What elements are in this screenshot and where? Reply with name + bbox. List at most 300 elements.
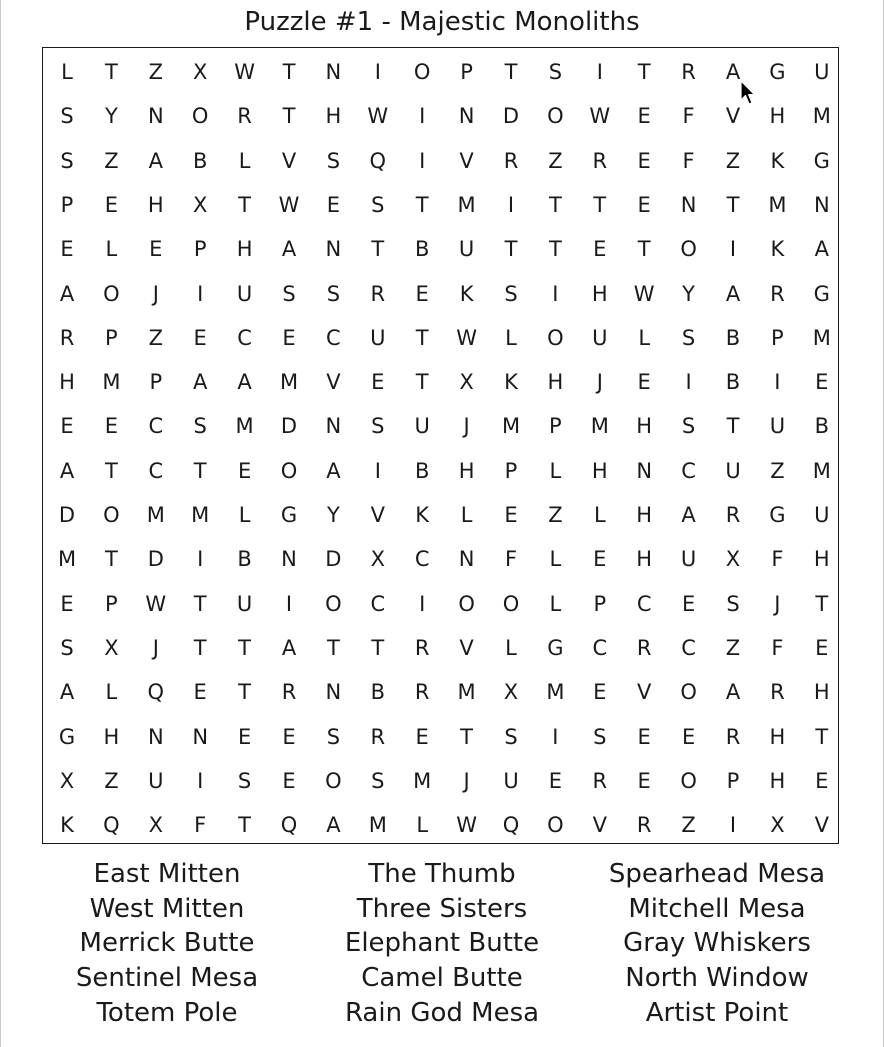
grid-cell[interactable]: G — [547, 635, 564, 660]
grid-cell[interactable]: W — [456, 813, 477, 838]
grid-cell[interactable]: U — [814, 60, 830, 84]
grid-cell[interactable]: U — [769, 414, 786, 439]
grid-cell[interactable]: R — [503, 148, 519, 173]
grid-cell[interactable]: O — [680, 680, 697, 705]
grid-cell[interactable]: R — [414, 680, 430, 705]
grid-cell[interactable]: S — [60, 148, 74, 173]
grid-cell[interactable]: M — [146, 503, 165, 527]
grid-cell[interactable]: K — [770, 237, 785, 262]
grid-cell[interactable]: H — [636, 414, 653, 439]
grid-cell[interactable]: J — [774, 591, 781, 616]
grid-cell[interactable]: N — [325, 237, 342, 262]
grid-cell[interactable]: T — [548, 192, 562, 217]
grid-cell[interactable]: X — [725, 547, 741, 572]
grid-cell[interactable]: U — [592, 325, 608, 350]
grid-cell[interactable]: G — [280, 503, 298, 527]
grid-cell[interactable]: O — [325, 768, 342, 793]
grid-cell[interactable]: T — [815, 591, 829, 616]
grid-cell[interactable]: T — [193, 635, 207, 660]
grid-cell[interactable]: W — [367, 104, 389, 129]
grid-cell[interactable]: E — [149, 237, 163, 262]
grid-cell[interactable]: P — [193, 237, 207, 262]
grid-cell[interactable]: X — [459, 370, 474, 395]
grid-cell[interactable]: E — [371, 370, 385, 395]
grid-cell[interactable]: N — [813, 192, 830, 217]
grid-cell[interactable]: A — [725, 60, 741, 84]
grid-cell[interactable]: B — [725, 370, 741, 395]
grid-cell[interactable]: C — [237, 325, 252, 350]
grid-cell[interactable]: U — [725, 458, 741, 483]
grid-cell[interactable]: E — [593, 547, 607, 572]
grid-cell[interactable]: Z — [104, 148, 119, 173]
grid-cell[interactable]: A — [193, 370, 208, 395]
grid-cell[interactable]: M — [501, 414, 521, 439]
grid-cell[interactable]: E — [637, 192, 651, 217]
grid-cell[interactable]: M — [235, 414, 254, 439]
grid-cell[interactable]: F — [771, 635, 784, 660]
grid-cell[interactable]: S — [193, 414, 207, 439]
grid-cell[interactable]: I — [596, 60, 603, 84]
grid-cell[interactable]: P — [149, 370, 163, 395]
grid-cell[interactable]: G — [769, 60, 786, 84]
grid-cell[interactable]: Z — [148, 60, 163, 84]
grid-cell[interactable]: E — [637, 370, 651, 395]
grid-cell[interactable]: N — [636, 458, 653, 483]
grid-cell[interactable]: P — [504, 458, 518, 483]
grid-cell[interactable]: R — [59, 325, 75, 350]
grid-cell[interactable]: S — [282, 281, 296, 306]
grid-cell[interactable]: T — [282, 104, 296, 129]
grid-cell[interactable]: J — [152, 281, 159, 306]
grid-cell[interactable]: Q — [502, 813, 520, 838]
grid-cell[interactable]: X — [104, 635, 119, 660]
grid-cell[interactable]: J — [463, 768, 470, 793]
grid-cell[interactable]: U — [503, 768, 519, 793]
grid-cell[interactable]: G — [769, 503, 786, 527]
grid-cell[interactable]: B — [237, 547, 252, 572]
grid-cell[interactable]: D — [502, 104, 520, 129]
grid-cell[interactable]: Z — [681, 813, 696, 838]
grid-cell[interactable]: S — [371, 768, 385, 793]
grid-cell[interactable]: I — [552, 724, 559, 749]
grid-cell[interactable]: T — [726, 414, 740, 439]
grid-cell[interactable]: E — [815, 370, 829, 395]
grid-cell[interactable]: E — [504, 503, 518, 527]
grid-cell[interactable]: P — [593, 591, 607, 616]
grid-cell[interactable]: B — [814, 414, 829, 439]
grid-cell[interactable]: U — [236, 281, 253, 306]
grid-cell[interactable]: F — [771, 547, 784, 572]
grid-cell[interactable]: B — [192, 148, 208, 173]
grid-cell[interactable]: C — [414, 547, 430, 572]
grid-cell[interactable]: A — [59, 680, 75, 705]
grid-cell[interactable]: S — [726, 591, 740, 616]
grid-cell[interactable]: W — [456, 325, 477, 350]
grid-cell[interactable]: S — [681, 414, 696, 439]
grid-cell[interactable]: I — [774, 370, 781, 395]
grid-cell[interactable]: R — [681, 60, 696, 84]
grid-cell[interactable]: A — [59, 458, 75, 483]
grid-cell[interactable]: H — [236, 237, 253, 262]
grid-cell[interactable]: C — [681, 635, 696, 660]
grid-cell[interactable]: R — [370, 724, 386, 749]
grid-cell[interactable]: E — [637, 724, 651, 749]
grid-cell[interactable]: K — [770, 148, 785, 173]
grid-cell[interactable]: I — [507, 192, 515, 217]
grid-cell[interactable]: H — [547, 370, 564, 395]
grid-cell[interactable]: X — [370, 547, 385, 572]
grid-cell[interactable]: S — [548, 60, 563, 84]
grid-cell[interactable]: E — [415, 281, 429, 306]
grid-cell[interactable]: M — [413, 768, 432, 793]
grid-cell[interactable]: W — [234, 60, 255, 84]
grid-cell[interactable]: M — [812, 104, 831, 129]
grid-cell[interactable]: T — [815, 724, 829, 749]
grid-cell[interactable]: O — [547, 813, 564, 838]
grid-cell[interactable]: S — [371, 192, 385, 217]
grid-cell[interactable]: H — [813, 547, 830, 572]
grid-cell[interactable]: C — [636, 591, 652, 616]
grid-cell[interactable]: H — [591, 458, 608, 483]
grid-cell[interactable]: I — [729, 813, 737, 838]
grid-cell[interactable]: I — [685, 370, 692, 395]
grid-cell[interactable]: U — [680, 547, 697, 572]
grid-cell[interactable]: A — [237, 370, 252, 395]
grid-cell[interactable]: E — [237, 724, 252, 749]
grid-cell[interactable]: H — [636, 547, 653, 572]
grid-cell[interactable]: N — [147, 724, 164, 749]
grid-cell[interactable]: L — [416, 813, 429, 838]
grid-cell[interactable]: E — [193, 680, 207, 705]
grid-cell[interactable]: Q — [147, 680, 165, 705]
grid-cell[interactable]: J — [152, 635, 159, 660]
grid-cell[interactable]: D — [325, 547, 342, 572]
grid-cell[interactable]: L — [460, 503, 473, 527]
grid-cell[interactable]: T — [371, 635, 385, 660]
grid-cell[interactable]: T — [415, 192, 429, 217]
grid-cell[interactable]: T — [104, 547, 118, 572]
grid-cell[interactable]: H — [769, 104, 786, 129]
grid-cell[interactable]: P — [60, 192, 74, 217]
grid-cell[interactable]: D — [147, 547, 164, 572]
grid-cell[interactable]: U — [236, 591, 253, 616]
grid-cell[interactable]: M — [546, 680, 565, 705]
grid-cell[interactable]: A — [148, 148, 163, 173]
grid-cell[interactable]: S — [593, 724, 607, 749]
grid-cell[interactable]: Z — [148, 325, 163, 350]
grid-cell[interactable]: H — [636, 503, 653, 527]
grid-cell[interactable]: I — [419, 148, 426, 173]
grid-cell[interactable]: F — [504, 547, 518, 572]
grid-cell[interactable]: L — [549, 458, 562, 483]
grid-cell[interactable]: N — [147, 104, 164, 129]
grid-cell[interactable]: N — [680, 192, 697, 217]
grid-cell[interactable]: S — [326, 148, 341, 173]
grid-cell[interactable]: H — [325, 104, 342, 129]
grid-cell[interactable]: T — [193, 591, 207, 616]
grid-cell[interactable]: N — [325, 414, 342, 439]
grid-cell[interactable]: T — [238, 635, 251, 660]
grid-cell[interactable]: U — [414, 414, 430, 439]
grid-cell[interactable]: H — [591, 281, 608, 306]
grid-cell[interactable]: E — [815, 768, 829, 793]
grid-cell[interactable]: R — [237, 104, 252, 129]
grid-cell[interactable]: A — [725, 680, 741, 705]
grid-cell[interactable]: E — [593, 237, 607, 262]
grid-cell[interactable]: X — [148, 813, 163, 838]
grid-cell[interactable]: P — [460, 60, 473, 84]
grid-cell[interactable]: L — [238, 503, 251, 527]
grid-cell[interactable]: T — [504, 237, 518, 262]
grid-cell[interactable]: O — [413, 60, 431, 84]
grid-cell[interactable]: G — [813, 148, 830, 173]
grid-cell[interactable]: M — [768, 192, 787, 217]
grid-cell[interactable]: R — [725, 503, 741, 527]
grid-cell[interactable]: C — [148, 458, 164, 483]
grid-cell[interactable]: T — [415, 370, 429, 395]
grid-cell[interactable]: H — [769, 724, 786, 749]
grid-cell[interactable]: E — [282, 768, 296, 793]
grid-cell[interactable]: V — [592, 813, 607, 838]
grid-cell[interactable]: R — [636, 813, 652, 838]
grid-cell[interactable]: N — [458, 547, 475, 572]
grid-cell[interactable]: S — [371, 414, 385, 439]
grid-cell[interactable]: T — [504, 60, 518, 84]
grid-cell[interactable]: C — [592, 635, 608, 660]
grid-cell[interactable]: R — [592, 768, 608, 793]
grid-cell[interactable]: E — [681, 591, 696, 616]
grid-cell[interactable]: E — [815, 635, 829, 660]
grid-cell[interactable]: L — [105, 237, 118, 262]
grid-cell[interactable]: A — [814, 237, 829, 262]
grid-cell[interactable]: F — [682, 148, 695, 173]
grid-cell[interactable]: B — [370, 680, 385, 705]
grid-cell[interactable]: K — [459, 281, 474, 306]
grid-cell[interactable]: L — [61, 60, 73, 84]
grid-cell[interactable]: E — [637, 148, 651, 173]
grid-cell[interactable]: S — [60, 635, 74, 660]
grid-cell[interactable]: D — [58, 503, 76, 527]
grid-cell[interactable]: L — [505, 635, 517, 660]
grid-cell[interactable]: E — [326, 192, 341, 217]
grid-cell[interactable]: P — [726, 768, 740, 793]
grid-cell[interactable]: X — [503, 680, 519, 705]
grid-cell[interactable]: I — [285, 591, 293, 616]
grid-cell[interactable]: L — [638, 325, 651, 350]
grid-cell[interactable]: L — [549, 547, 562, 572]
grid-cell[interactable]: T — [637, 60, 651, 84]
grid-cell[interactable]: A — [725, 281, 741, 306]
grid-cell[interactable]: L — [593, 503, 606, 527]
grid-cell[interactable]: T — [415, 325, 429, 350]
grid-cell[interactable]: C — [370, 591, 386, 616]
grid-cell[interactable]: M — [191, 503, 210, 527]
grid-cell[interactable]: V — [370, 503, 385, 527]
grid-cell[interactable]: O — [103, 503, 120, 527]
grid-cell[interactable]: T — [593, 192, 607, 217]
grid-cell[interactable]: I — [197, 768, 204, 793]
grid-cell[interactable]: E — [193, 325, 207, 350]
grid-cell[interactable]: C — [326, 325, 341, 350]
grid-cell[interactable]: C — [148, 414, 164, 439]
grid-cell[interactable]: E — [104, 414, 119, 439]
grid-cell[interactable]: Z — [104, 768, 119, 793]
grid-cell[interactable]: O — [280, 458, 298, 483]
grid-cell[interactable]: H — [103, 724, 120, 749]
grid-cell[interactable]: E — [60, 591, 74, 616]
grid-cell[interactable]: E — [681, 724, 696, 749]
grid-cell[interactable]: J — [463, 414, 470, 439]
grid-cell[interactable]: S — [504, 281, 518, 306]
grid-cell[interactable]: H — [813, 680, 830, 705]
grid-cell[interactable]: S — [237, 768, 252, 793]
grid-cell[interactable]: M — [57, 547, 77, 572]
grid-cell[interactable]: N — [281, 547, 297, 572]
grid-cell[interactable]: O — [547, 104, 564, 129]
grid-cell[interactable]: X — [59, 768, 75, 793]
grid-cell[interactable]: W — [145, 591, 167, 616]
grid-cell[interactable]: T — [193, 458, 207, 483]
grid-cell[interactable]: W — [278, 192, 300, 217]
grid-cell[interactable]: O — [680, 237, 697, 262]
grid-cell[interactable]: M — [102, 370, 121, 395]
grid-cell[interactable]: T — [371, 237, 385, 262]
grid-cell[interactable]: U — [148, 768, 164, 793]
grid-cell[interactable]: V — [637, 680, 652, 705]
grid-cell[interactable]: E — [415, 724, 429, 749]
grid-cell[interactable]: O — [191, 104, 209, 129]
grid-cell[interactable]: T — [726, 192, 740, 217]
grid-cell[interactable]: M — [590, 414, 609, 439]
grid-cell[interactable]: R — [592, 148, 608, 173]
grid-cell[interactable]: Q — [369, 148, 387, 173]
grid-cell[interactable]: K — [60, 813, 74, 838]
grid-cell[interactable]: A — [326, 813, 341, 838]
grid-cell[interactable]: G — [813, 281, 830, 306]
grid-cell[interactable]: P — [105, 325, 118, 350]
grid-cell[interactable]: S — [326, 281, 341, 306]
grid-cell[interactable]: G — [58, 724, 76, 749]
grid-cell[interactable]: Q — [280, 813, 298, 838]
grid-cell[interactable]: I — [374, 60, 381, 84]
grid-cell[interactable]: H — [769, 768, 786, 793]
grid-cell[interactable]: F — [682, 104, 695, 129]
grid-cell[interactable]: D — [280, 414, 298, 439]
grid-cell[interactable]: E — [282, 724, 296, 749]
grid-cell[interactable]: R — [770, 680, 785, 705]
grid-cell[interactable]: E — [282, 325, 296, 350]
grid-cell[interactable]: B — [414, 237, 430, 262]
grid-cell[interactable]: Z — [548, 148, 563, 173]
grid-cell[interactable]: R — [725, 724, 741, 749]
grid-cell[interactable]: A — [326, 458, 341, 483]
grid-cell[interactable]: R — [770, 281, 785, 306]
grid-cell[interactable]: V — [326, 370, 341, 395]
grid-cell[interactable]: U — [370, 325, 386, 350]
grid-cell[interactable]: K — [415, 503, 430, 527]
grid-cell[interactable]: I — [419, 104, 426, 129]
grid-cell[interactable]: E — [637, 104, 651, 129]
grid-cell[interactable]: J — [596, 370, 603, 395]
grid-cell[interactable]: Y — [326, 503, 340, 527]
grid-cell[interactable]: T — [238, 813, 251, 838]
grid-cell[interactable]: B — [414, 458, 430, 483]
grid-cell[interactable]: I — [197, 547, 204, 572]
grid-cell[interactable]: K — [504, 370, 518, 395]
grid-cell[interactable]: L — [238, 148, 251, 173]
grid-cell[interactable]: V — [281, 148, 297, 173]
grid-cell[interactable]: W — [633, 281, 655, 306]
grid-cell[interactable]: A — [681, 503, 696, 527]
grid-cell[interactable]: T — [460, 724, 473, 749]
grid-cell[interactable]: N — [458, 104, 475, 129]
grid-cell[interactable]: Z — [725, 635, 741, 660]
grid-cell[interactable]: X — [192, 60, 208, 84]
grid-cell[interactable]: I — [374, 458, 381, 483]
grid-cell[interactable]: U — [814, 503, 830, 527]
grid-cell[interactable]: M — [457, 192, 476, 217]
grid-cell[interactable]: T — [326, 635, 340, 660]
grid-cell[interactable]: M — [457, 680, 476, 705]
grid-cell[interactable]: S — [504, 724, 518, 749]
grid-cell[interactable]: O — [325, 591, 342, 616]
grid-cell[interactable]: V — [459, 148, 474, 173]
grid-cell[interactable]: Z — [770, 458, 785, 483]
grid-cell[interactable]: P — [105, 591, 118, 616]
grid-cell[interactable]: T — [637, 237, 651, 262]
grid-cell[interactable]: C — [681, 458, 696, 483]
grid-cell[interactable]: E — [548, 768, 563, 793]
grid-cell[interactable]: M — [812, 458, 831, 483]
grid-cell[interactable]: S — [681, 325, 696, 350]
grid-cell[interactable]: H — [458, 458, 475, 483]
grid-cell[interactable]: E — [104, 192, 119, 217]
grid-cell[interactable]: V — [459, 635, 474, 660]
grid-cell[interactable]: I — [197, 281, 204, 306]
grid-cell[interactable]: O — [502, 591, 520, 616]
grid-cell[interactable]: A — [59, 281, 75, 306]
grid-cell[interactable]: O — [680, 768, 697, 793]
grid-cell[interactable]: O — [547, 325, 564, 350]
grid-cell[interactable]: L — [505, 325, 517, 350]
grid-cell[interactable]: S — [326, 724, 341, 749]
grid-cell[interactable]: Z — [725, 148, 741, 173]
grid-cell[interactable]: X — [192, 192, 208, 217]
grid-cell[interactable]: I — [552, 281, 559, 306]
grid-cell[interactable]: I — [729, 237, 737, 262]
grid-cell[interactable]: R — [636, 635, 652, 660]
grid-cell[interactable]: E — [637, 768, 651, 793]
grid-cell[interactable]: N — [325, 680, 342, 705]
grid-cell[interactable]: H — [59, 370, 75, 395]
grid-cell[interactable]: A — [281, 237, 297, 262]
grid-cell[interactable]: Y — [104, 104, 118, 129]
grid-cell[interactable]: M — [368, 813, 387, 838]
grid-cell[interactable]: T — [104, 458, 118, 483]
grid-cell[interactable]: T — [238, 680, 251, 705]
grid-cell[interactable]: T — [548, 237, 562, 262]
grid-cell[interactable]: N — [325, 60, 342, 84]
grid-cell[interactable]: P — [549, 414, 562, 439]
grid-cell[interactable]: O — [458, 591, 475, 616]
grid-cell[interactable]: M — [279, 370, 299, 395]
grid-cell[interactable]: I — [419, 591, 426, 616]
grid-cell[interactable]: O — [103, 281, 120, 306]
grid-cell[interactable]: T — [104, 60, 118, 84]
grid-cell[interactable]: R — [281, 680, 297, 705]
grid-cell[interactable]: V — [725, 104, 741, 129]
grid-cell[interactable]: E — [237, 458, 252, 483]
